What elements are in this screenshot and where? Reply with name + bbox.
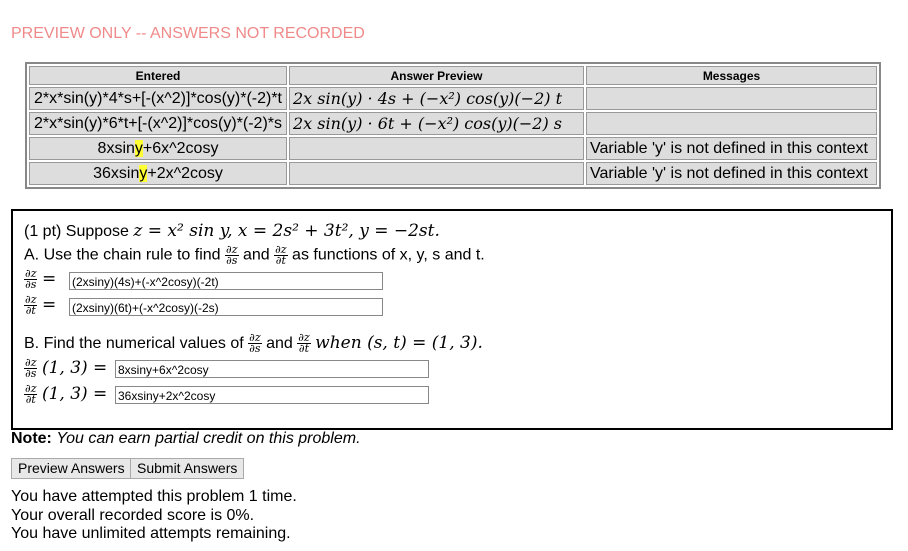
answer-b2-input[interactable]: 36xsiny+2x^2cosy [115, 386, 429, 404]
frac-num: ∂z [275, 243, 287, 256]
frac-den: ∂s [249, 342, 261, 356]
header-answer-preview: Answer Preview [289, 66, 584, 85]
entered-cell: 2*x*sin(y)*6*t+[-(x^2)]*cos(y)*(-2)*s [29, 112, 287, 135]
preview-cell: 2x sin(y) · 6t + (−x²) cos(y)(−2) s [289, 112, 584, 135]
equals-sign: = [41, 269, 57, 289]
frac-den: ∂s [25, 367, 37, 381]
dz-dt-fraction [24, 384, 37, 405]
table-row [29, 112, 877, 135]
frac-num: ∂z [249, 331, 261, 345]
note-text: You can earn partial credit on this problem. [56, 430, 361, 447]
header-entered: Entered [29, 66, 287, 85]
entered-cell: 2*x*sin(y)*4*s+[-(x^2)]*cos(y)*(-2)*t [29, 87, 287, 110]
dz-ds-fraction [225, 245, 238, 266]
given-equations: z = x² sin y, x = 2s² + 3t², y = −2st. [133, 221, 440, 241]
frac-den: ∂t [25, 393, 36, 407]
equals-sign: = [41, 295, 57, 315]
preview-answers-button[interactable]: Preview Answers [11, 458, 132, 479]
part-b-text: B. Find the numerical values of [24, 335, 244, 352]
message-cell [586, 87, 877, 110]
dz-dt-fraction [24, 295, 37, 316]
score-text: Your overall recorded score is 0%. [11, 507, 255, 524]
answer-a1-input[interactable]: (2xsiny)(4s)+(-x^2cosy)(-2t) [69, 272, 383, 290]
dz-ds-fraction [248, 333, 261, 354]
answer-a2-input[interactable]: (2xsiny)(6t)+(-x^2cosy)(-2s) [69, 298, 383, 316]
part-b-instruction [24, 333, 483, 354]
preview-cell [289, 162, 584, 185]
dz-dt-fraction [297, 333, 310, 354]
and-text: and [266, 335, 293, 352]
preview-cell [289, 137, 584, 160]
frac-den: ∂t [275, 254, 286, 267]
frac-den: ∂t [298, 342, 310, 356]
frac-num: ∂z [25, 382, 37, 396]
dz-dt-fraction [274, 245, 287, 266]
preview-banner: PREVIEW ONLY -- ANSWERS NOT RECORDED [11, 25, 365, 42]
table-row [29, 87, 877, 110]
answer-b1-row [24, 358, 107, 379]
part-a-text: A. Use the chain rule to find [24, 246, 221, 264]
frac-num: ∂z [25, 293, 37, 307]
and-text: and [242, 246, 270, 264]
part-a-text: as functions of x, y, s and t. [292, 246, 485, 264]
frac-num: ∂z [25, 356, 37, 370]
message-cell: Variable 'y' is not defined in this context [586, 162, 877, 185]
point-eval: (1, 3) = [41, 358, 108, 378]
message-cell [586, 112, 877, 135]
answer-results-table [25, 62, 881, 189]
table-row [29, 162, 877, 185]
entered-cell [29, 162, 287, 185]
remaining-attempts-text: You have unlimited attempts remaining. [11, 525, 291, 542]
error-highlight: y [134, 139, 143, 157]
point-eval: (1, 3) = [41, 384, 108, 404]
part-b-condition: when (s, t) = (1, 3). [315, 333, 483, 353]
answer-b1-input[interactable]: 8xsiny+6x^2cosy [115, 360, 429, 378]
header-messages: Messages [586, 66, 877, 85]
table-header-row [29, 66, 877, 85]
submit-answers-button[interactable]: Submit Answers [130, 458, 244, 479]
problem-box [11, 209, 893, 430]
entered-text: 8xsin [97, 139, 135, 157]
message-cell: Variable 'y' is not defined in this context [586, 137, 877, 160]
attempts-text: You have attempted this problem 1 time. [11, 488, 297, 505]
points-label: (1 pt) Suppose [24, 223, 129, 240]
frac-num: ∂z [25, 267, 37, 281]
frac-den: ∂s [226, 254, 238, 267]
table-row [29, 137, 877, 160]
frac-num: ∂z [298, 331, 310, 345]
entered-text: +2x^2cosy [147, 164, 223, 182]
problem-statement [24, 221, 440, 241]
answer-a1-row [24, 269, 56, 290]
frac-den: ∂s [25, 278, 37, 292]
dz-ds-fraction [24, 269, 37, 290]
preview-cell: 2x sin(y) · 4s + (−x²) cos(y)(−2) t [289, 87, 584, 110]
frac-num: ∂z [226, 243, 238, 256]
partial-credit-note [11, 430, 361, 448]
entered-text: +6x^2cosy [142, 139, 219, 157]
answer-a2-row [24, 295, 56, 316]
dz-ds-fraction [24, 358, 37, 379]
entered-cell [29, 137, 287, 160]
entered-text: 36xsin [93, 164, 140, 182]
frac-den: ∂t [25, 304, 36, 318]
note-label: Note: [11, 430, 52, 447]
error-highlight: y [139, 164, 148, 182]
answer-b2-row [24, 384, 107, 405]
part-a-instruction [24, 245, 485, 266]
